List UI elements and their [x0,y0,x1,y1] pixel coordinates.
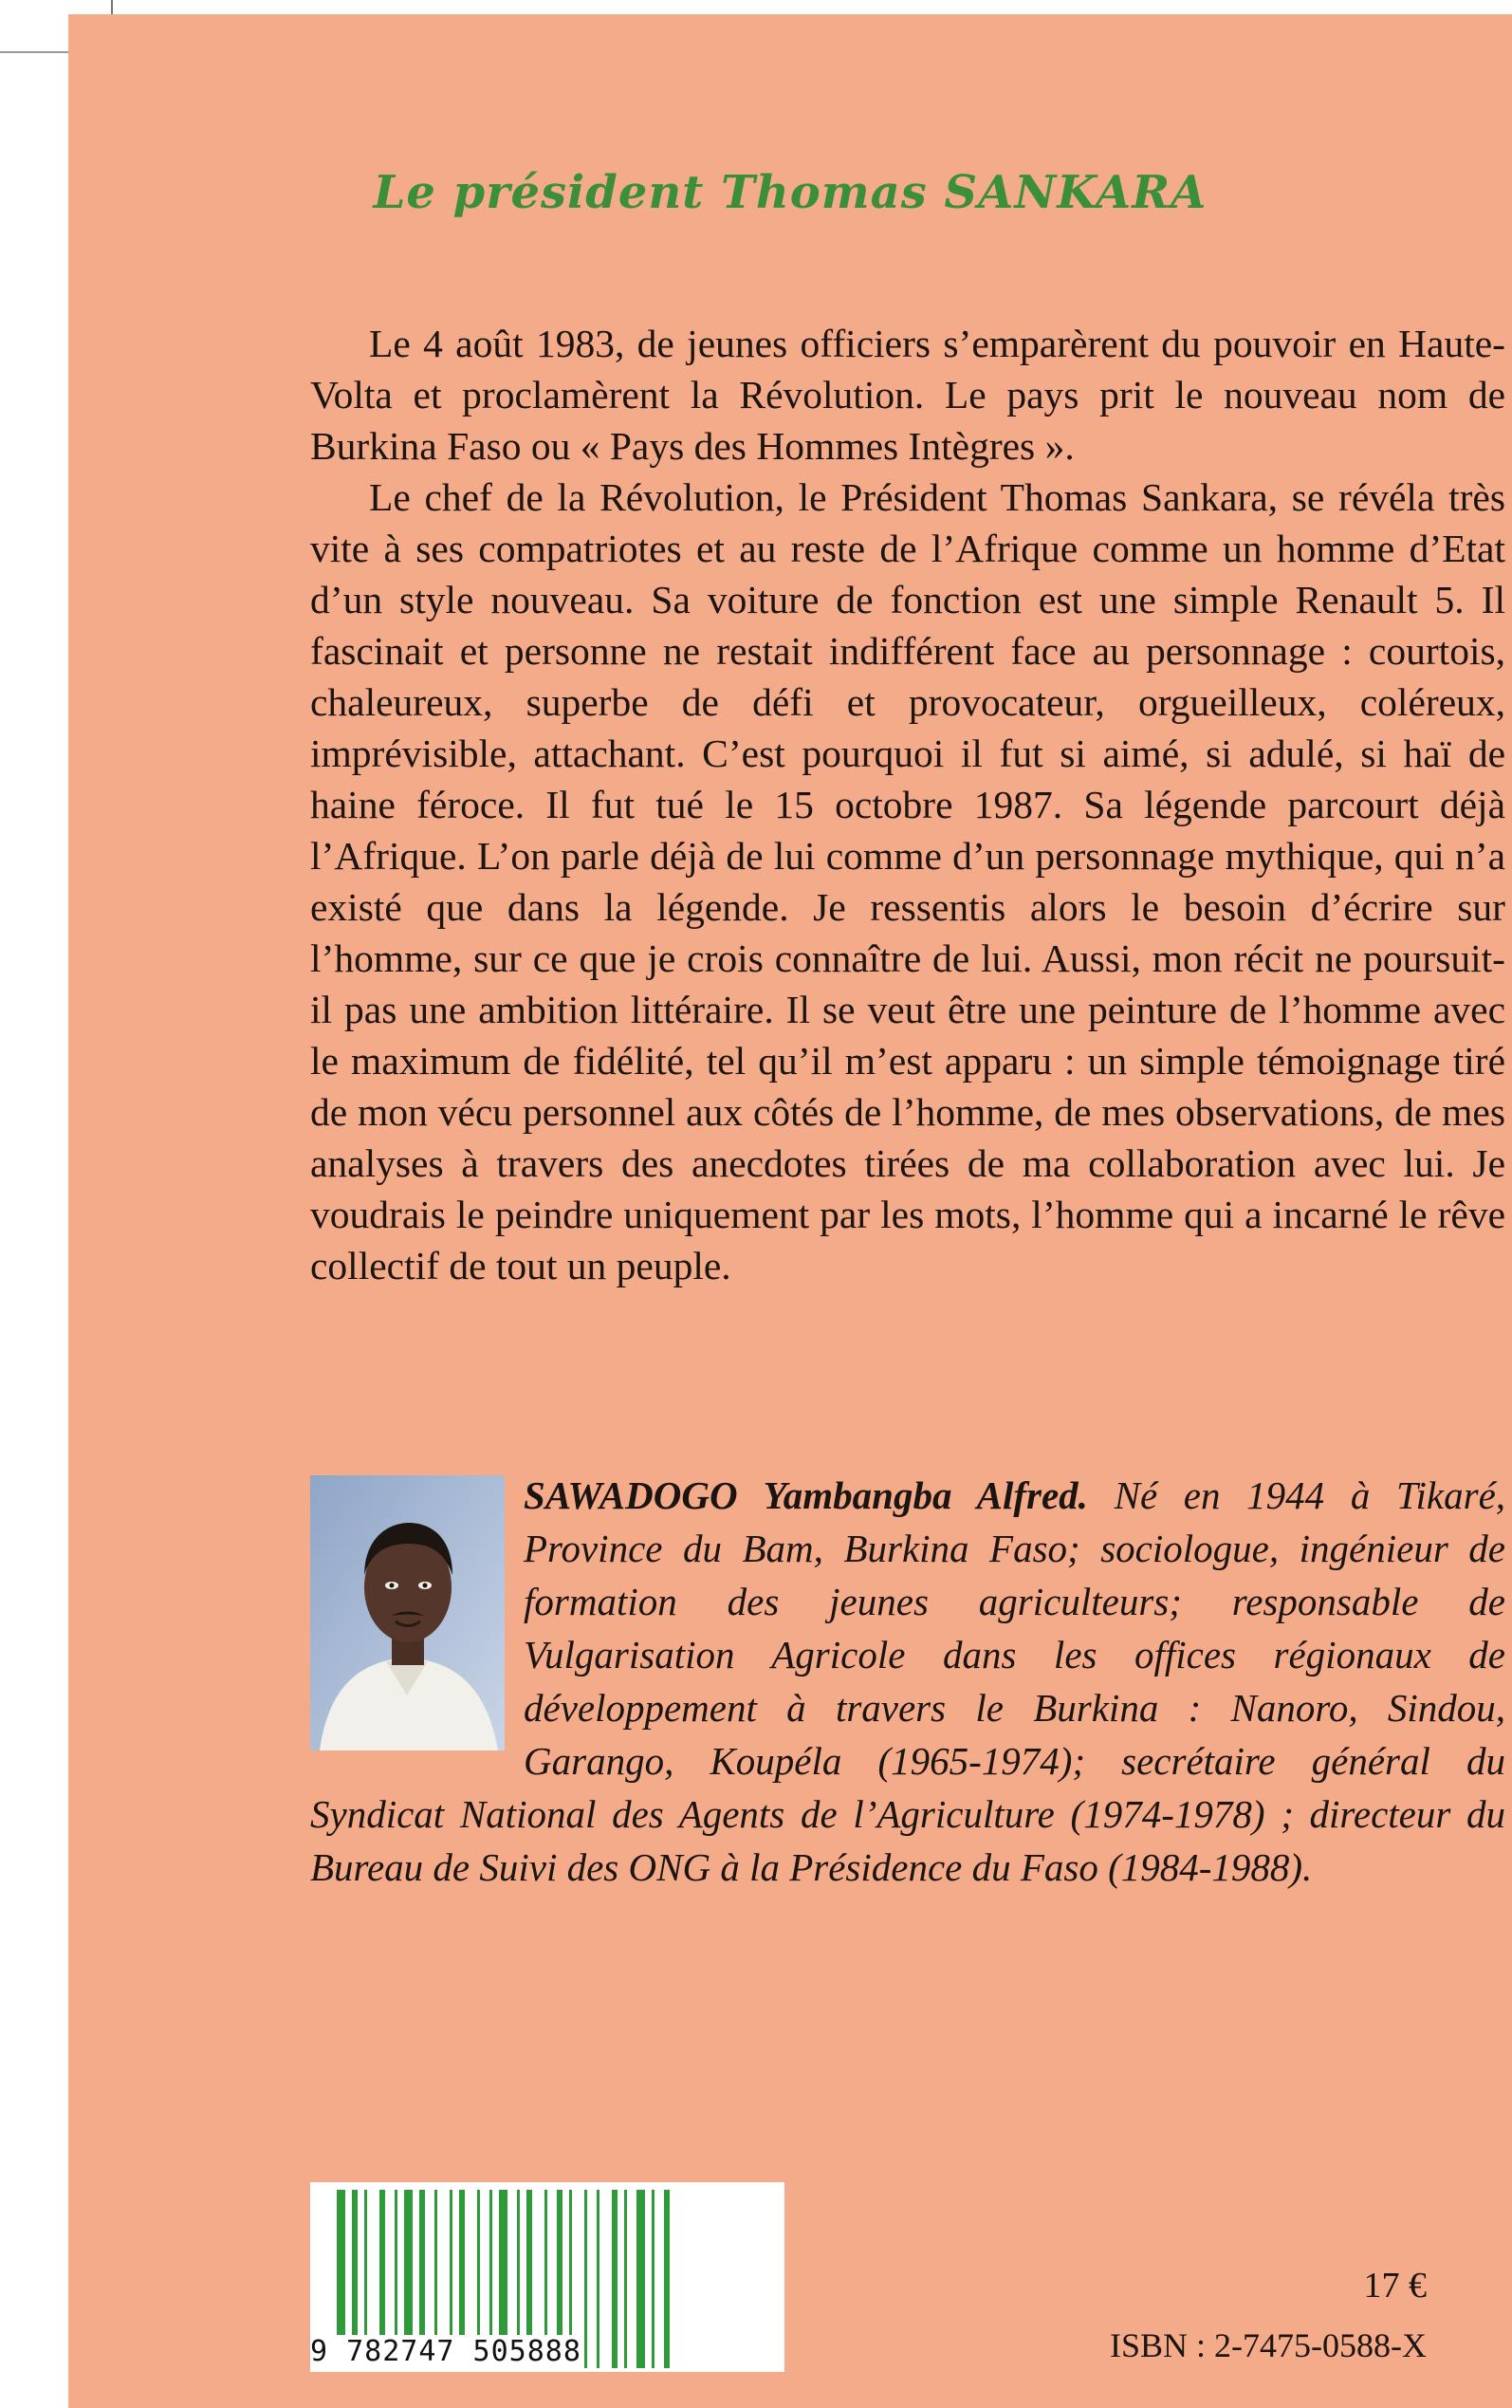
blurb-paragraph: Le 4 août 1983, de jeunes officiers s’emparèrent du pouvoir en Haute-Volta et proclamèrent la Révolution. Le pays prit le nouveau nom de Burkina Faso ou « Pays des Hommes Intègres ». [310,322,1505,468]
price: 17 € [1363,2266,1427,2306]
book-title: Le président Thomas SANKARA [373,166,1208,219]
barcode-digits: 9 782747 505888 [310,2335,581,2368]
photo-spacer [310,1469,524,1753]
isbn: ISBN : 2-7475-0588-X [1110,2326,1427,2364]
author-bio [310,1469,1505,1894]
blurb-paragraph: Le chef de la Révolution, le Président Thomas Sankara, se révéla très vite à ses compatriotes et au reste de l’Afrique comme un homme d’Etat d’un style nouveau. Sa voiture de fonction est une simple Renault 5. Il fascinait et personne ne restait indifférent face au personnage : courtois, chaleureux, superbe de défi et provocateur, orgueilleux, coléreux, imprévisible, attachant. C’est pourquoi il fut si aimé, si adulé, si haï de haine féroce. Il fut tué le 15 octobre 1987. Sa légende parcourt déjà l’Afrique. L’on parle déjà de lui comme d’un personnage mythique, qui n’a existé que dans la légende. Je ressentis alors le besoin d’écrire sur l’homme, sur ce que je crois connaître de lui. Aussi, mon récit ne poursuit-il pas une ambition littéraire. Il se veut être une peinture de l’homme avec le maximum de fidélité, tel qu’il m’est apparu : un simple témoignage tiré de mon vécu personnel aux côtés de l’homme, de mes observations, de mes analyses à travers des anecdotes tirées de ma collaboration avec lui. Je voudrais le peindre uniquement par les mots, l’homme qui a incarné le rêve collectif de tout un peuple. [310,475,1505,1287]
author-bio-text: Né en 1944 à Tikaré, Province du Bam, Burkina Faso; sociologue, ingénieur de formation des jeunes agriculteurs; responsable de Vulgarisation Agricole dans les offices régionaux de développement à travers le Burkina : Nanoro, Sindou, Garango, Koupéla (1965-1974); secrétaire général du Syndicat National des Agents de l’Agriculture (1974-1978) ; directeur du Bureau de Suivi des ONG à la Présidence du Faso (1984-1988). [310,1473,1506,1889]
isbn-barcode [310,2182,784,2372]
blurb [310,318,1505,1291]
book-back-cover [68,14,1512,2408]
author-name: SAWADOGO Yambangba Alfred. [524,1473,1088,1517]
